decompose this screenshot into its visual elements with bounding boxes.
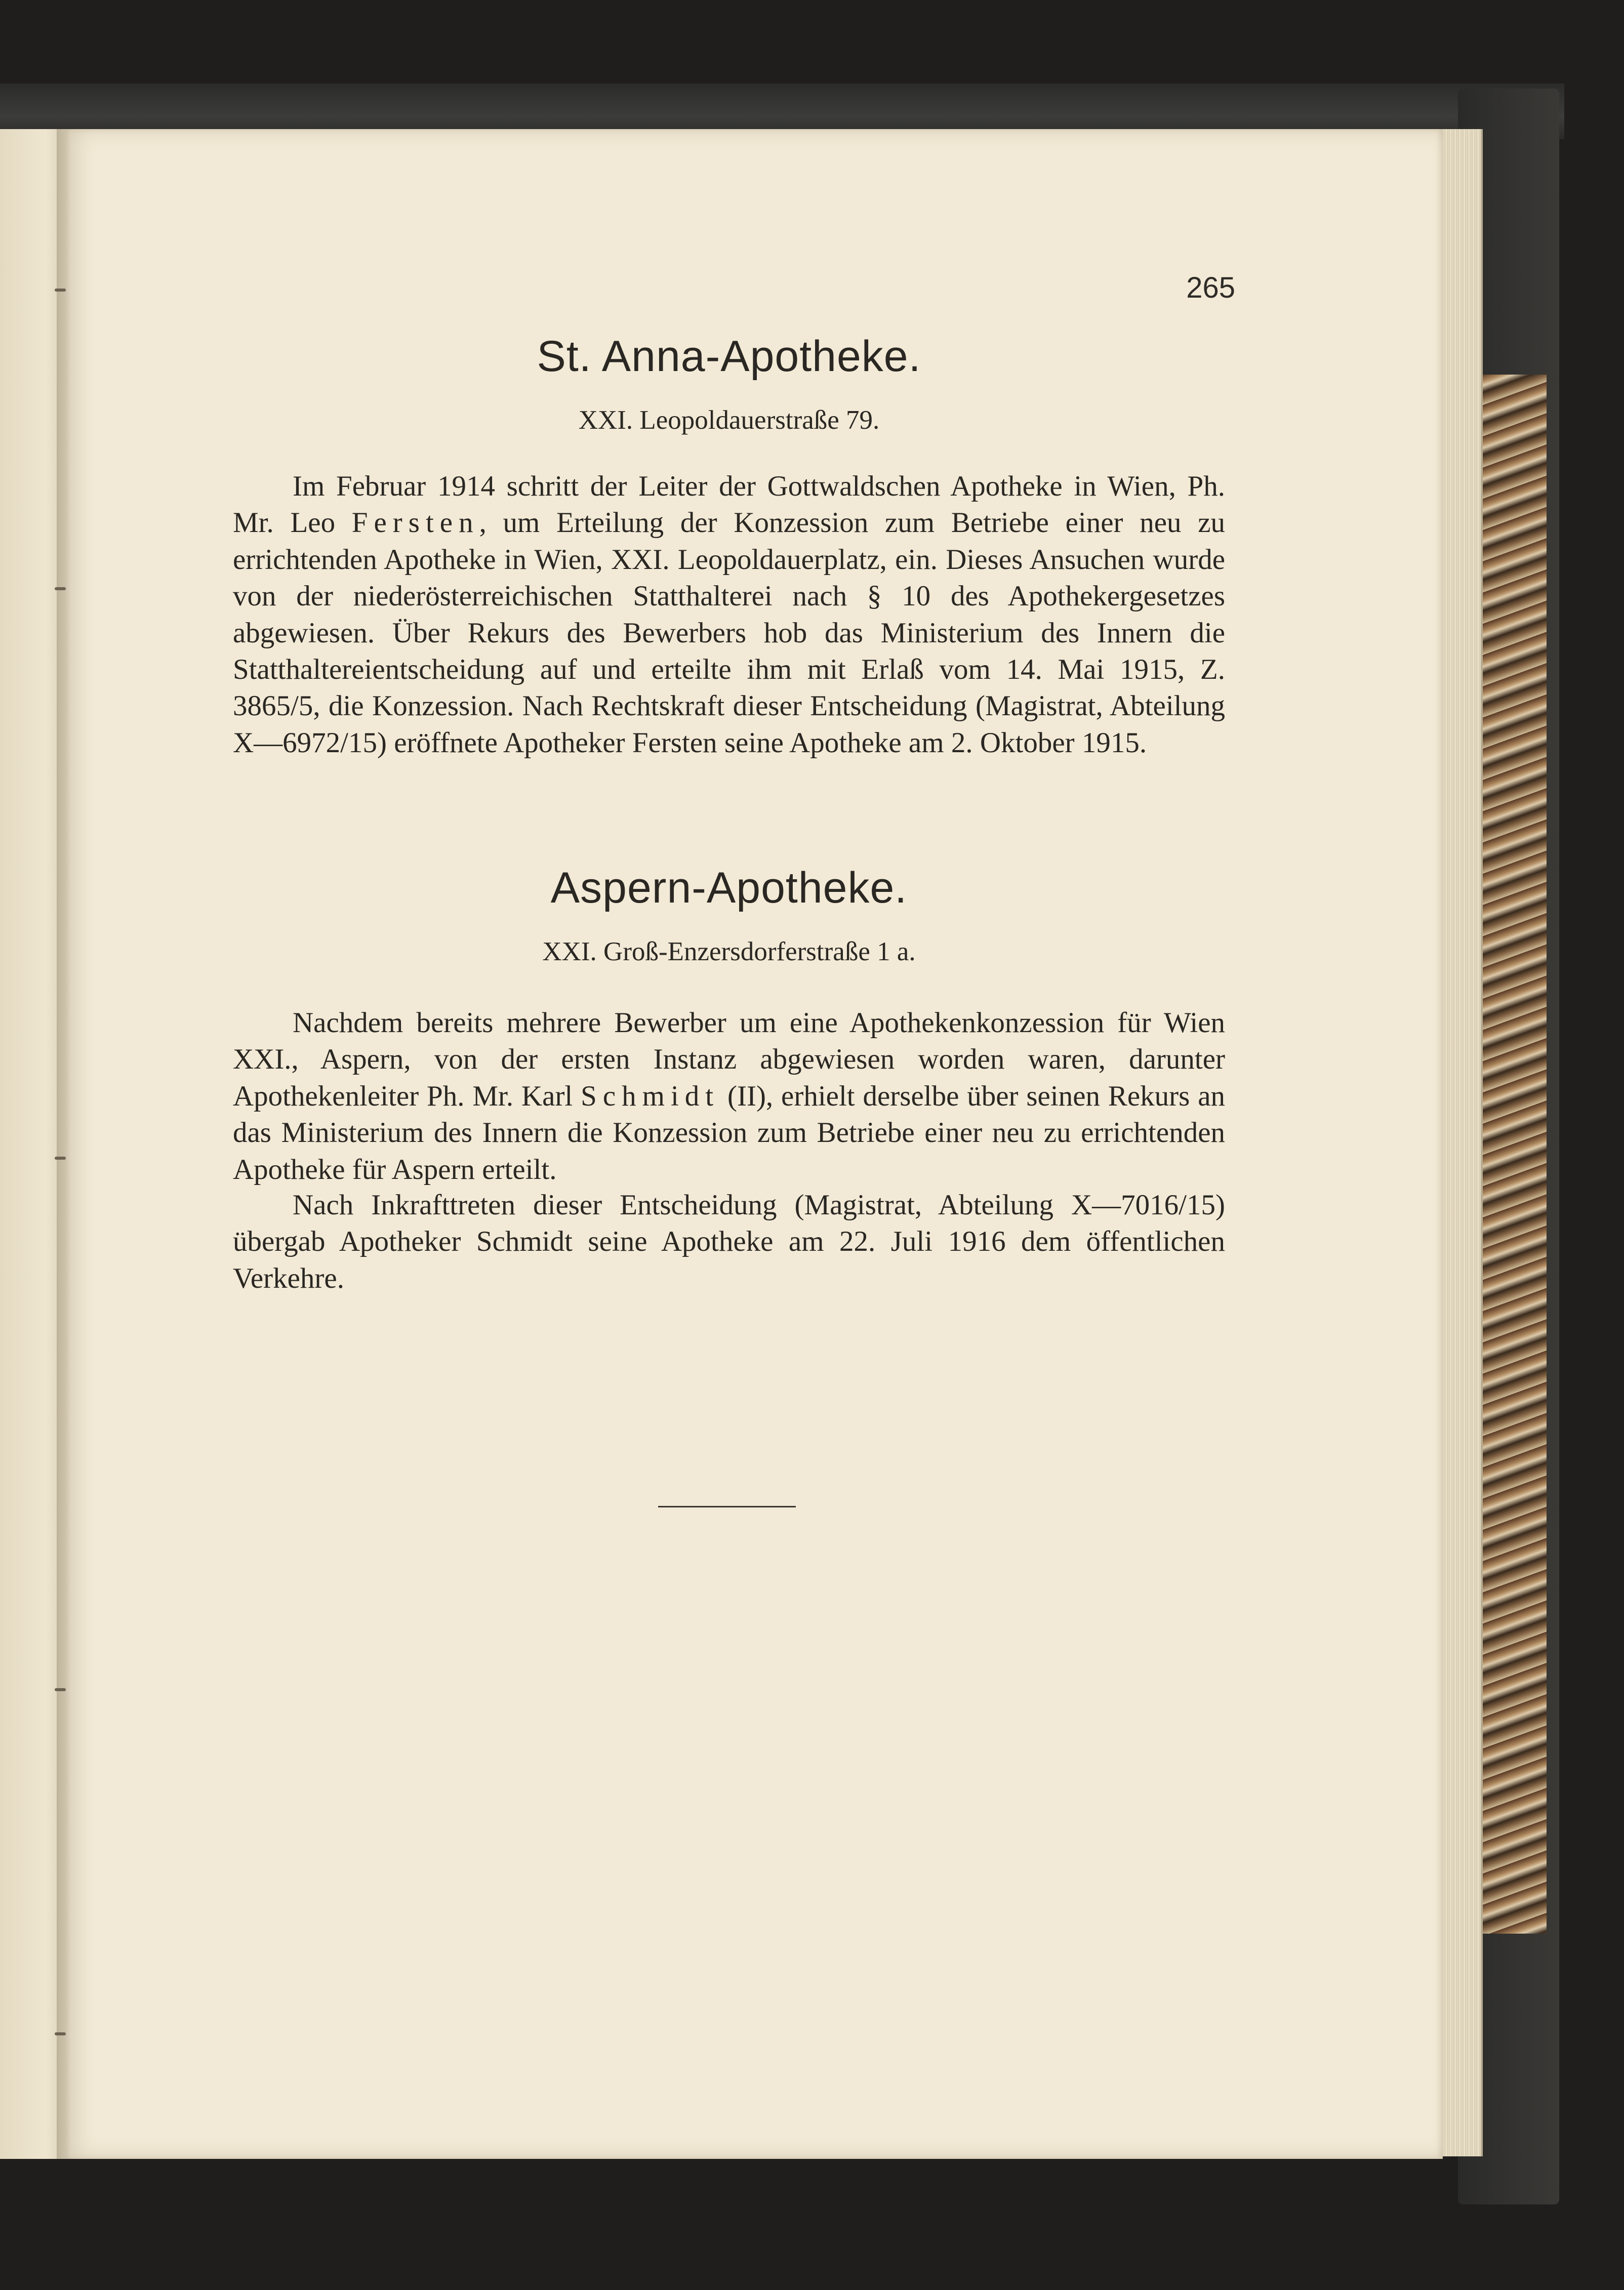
facing-page-edge bbox=[0, 129, 66, 2159]
section-address: XXI. Groß-Enzersdorferstraße 1 a. bbox=[542, 937, 916, 966]
paragraph-text: Im Februar 1914 schritt der Leiter der Gottwaldschen Apotheke in Wien, Ph. Mr. Leo bbox=[233, 470, 1225, 539]
paragraph-text: Nachdem bereits mehrere Bewerber um eine Apothekenkonzession für Wien XXI., Aspern, von der ersten Instanz abgewiesen worden waren, darunter Apothekenleiter Ph. Mr. Karl bbox=[233, 1007, 1225, 1112]
section-address: XXI. Leopoldauerstraße 79. bbox=[578, 405, 880, 435]
section-paragraph bbox=[233, 1005, 1225, 1188]
page-number: 265 bbox=[1186, 271, 1235, 304]
person-name: Schmidt bbox=[581, 1080, 720, 1112]
paragraph-text: , um Erteilung der Konzession zum Betriebe einer neu zu errichtenden Apotheke in Wien, XXI. Leopoldauerplatz, ein. Dieses Ansuchen wurde von der niederösterreichischen Statthalterei nach § 10 des Apothekergesetzes abgewiesen. Über Rekurs des Bewerbers hob das Ministerium des Innern die Statthaltereientscheidung auf und erteilte ihm mit Erlaß vom 14. Mai 1915, Z. 3865/5, die Konzession. Nach Rechtskraft dieser Entscheidung (Magistrat, Abteilung X—6972/15) eröffnete Apotheker Fersten seine Apotheke am 2. Oktober 1915. bbox=[233, 507, 1225, 759]
section-paragraph bbox=[233, 1187, 1225, 1297]
section-paragraph bbox=[233, 468, 1225, 761]
paragraph-text: (II), erhielt derselbe über seinen Rekurs an das Ministerium des Innern die Konzession zum Betriebe einer neu zu errichtenden Apotheke für Aspern erteilt. bbox=[233, 1080, 1225, 1185]
paragraph-text: Nach Inkrafttreten dieser Entscheidung (Magistrat, Abteilung X—7016/15) übergab Apotheker Schmidt seine Apotheke am 22. Juli 1916 dem öffentlichen Verkehre. bbox=[233, 1189, 1225, 1294]
section-title: Aspern-Apotheke. bbox=[550, 864, 908, 912]
binding-stitch bbox=[55, 289, 66, 292]
binding-stitch bbox=[55, 1688, 66, 1691]
marbled-endpaper bbox=[1481, 375, 1547, 1934]
end-rule bbox=[658, 1506, 796, 1507]
binding-stitch bbox=[55, 2032, 66, 2035]
page-gutter bbox=[57, 129, 71, 2159]
section-title: St. Anna-Apotheke. bbox=[537, 332, 921, 381]
binding-stitch bbox=[55, 1157, 66, 1160]
binding-stitch bbox=[55, 587, 66, 590]
person-name: Fersten bbox=[351, 507, 479, 539]
